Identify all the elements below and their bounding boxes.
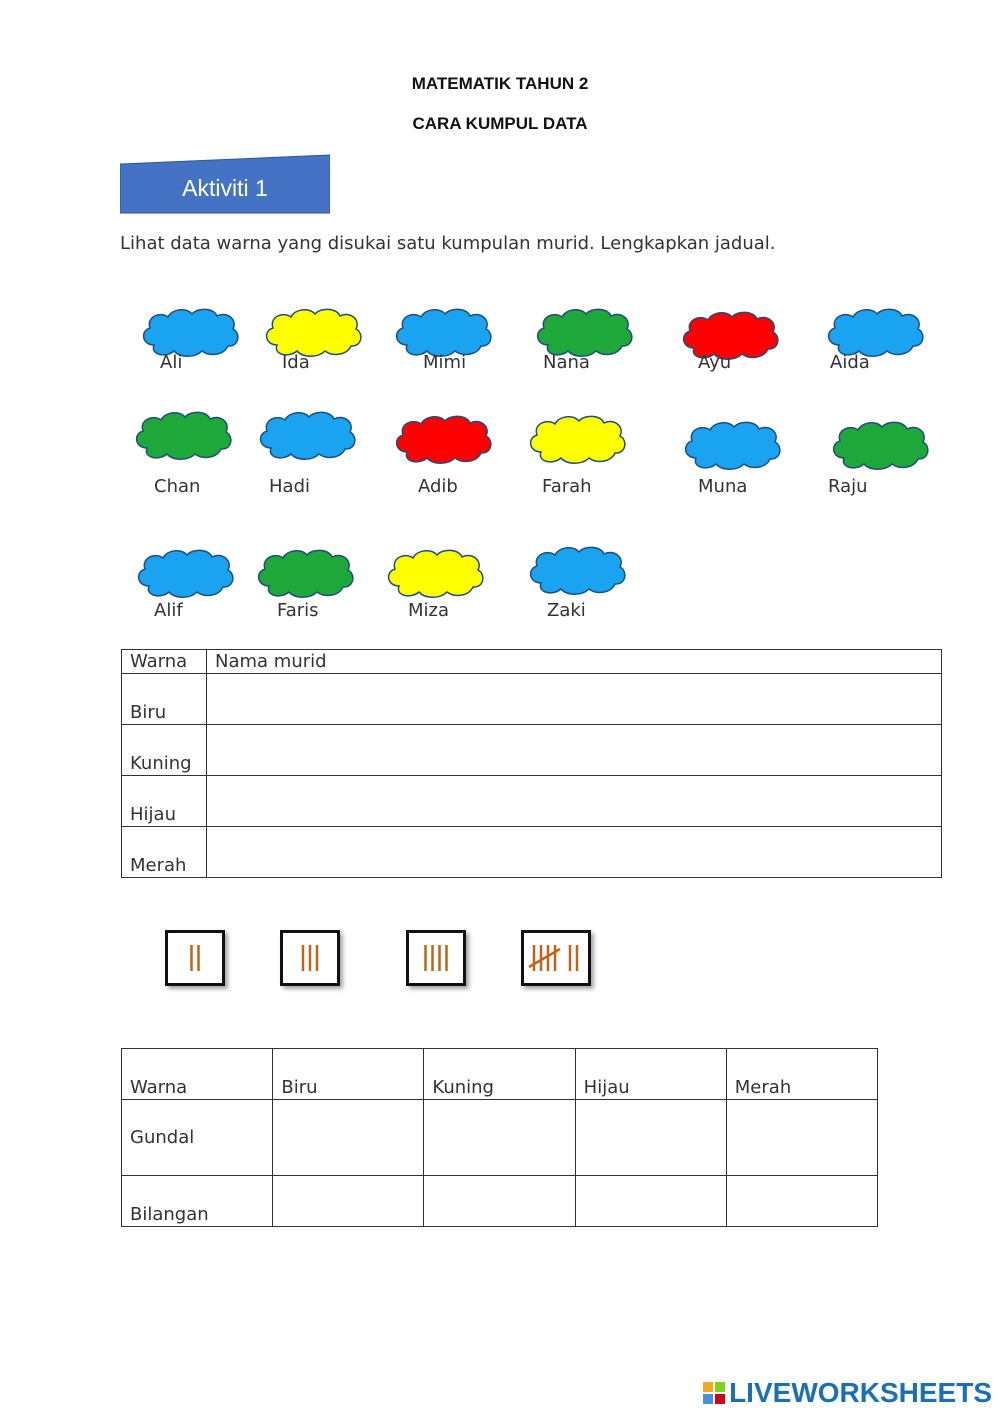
tally-drop-kuning[interactable] bbox=[424, 1100, 575, 1176]
blue-cloud-icon bbox=[140, 307, 240, 359]
tally-table bbox=[121, 1048, 878, 1227]
header-cell-biru: Biru bbox=[273, 1049, 424, 1100]
tally-option-2[interactable] bbox=[165, 930, 225, 986]
student-name: Ida bbox=[282, 352, 310, 373]
name-table-header bbox=[122, 650, 942, 674]
row-label-biru: Biru bbox=[122, 674, 207, 725]
answer-cell-kuning[interactable] bbox=[207, 725, 942, 776]
student-name: Faris bbox=[277, 600, 319, 621]
tally-marks-icon bbox=[168, 933, 222, 983]
header-cell-hijau: Hijau bbox=[575, 1049, 726, 1100]
green-cloud-icon bbox=[133, 410, 233, 462]
name-table bbox=[121, 649, 942, 878]
student-name: Mimi bbox=[423, 352, 467, 373]
student-name: Ali bbox=[160, 352, 183, 373]
header-cell-nama-murid: Nama murid bbox=[207, 650, 942, 674]
tally-drop-biru[interactable] bbox=[273, 1100, 424, 1176]
blue-cloud-icon bbox=[135, 548, 235, 600]
row-label-bilangan: Bilangan bbox=[122, 1176, 273, 1227]
header-cell-merah: Merah bbox=[726, 1049, 877, 1100]
student-name: Chan bbox=[154, 476, 201, 497]
student-name: Ayu bbox=[698, 352, 732, 373]
count-input-hijau[interactable] bbox=[575, 1176, 726, 1227]
table-row bbox=[122, 827, 942, 878]
table-row bbox=[122, 674, 942, 725]
activity-label: Aktiviti 1 bbox=[182, 175, 268, 201]
blue-cloud-icon bbox=[682, 420, 782, 472]
student-name: Miza bbox=[408, 600, 450, 621]
student-name: Aida bbox=[830, 352, 870, 373]
student-name: Raju bbox=[828, 476, 868, 497]
tally-table-header bbox=[122, 1049, 878, 1100]
answer-cell-hijau[interactable] bbox=[207, 776, 942, 827]
liveworksheets-mark-icon bbox=[703, 1382, 725, 1404]
student-name: Alif bbox=[154, 600, 183, 621]
student-name: Nana bbox=[543, 352, 590, 373]
table-row bbox=[122, 776, 942, 827]
yellow-cloud-icon bbox=[263, 307, 363, 359]
tally-marks-icon bbox=[283, 933, 337, 983]
yellow-cloud-icon bbox=[527, 414, 627, 466]
row-label-hijau: Hijau bbox=[122, 776, 207, 827]
red-cloud-icon bbox=[393, 414, 493, 466]
row-label-merah: Merah bbox=[122, 827, 207, 878]
tally-option-7[interactable] bbox=[521, 930, 591, 986]
answer-cell-biru[interactable] bbox=[207, 674, 942, 725]
table-row bbox=[122, 1100, 878, 1176]
blue-cloud-icon bbox=[527, 545, 627, 597]
tally-option-3[interactable] bbox=[280, 930, 340, 986]
count-input-merah[interactable] bbox=[726, 1176, 877, 1227]
tally-option-4[interactable] bbox=[406, 930, 466, 986]
instruction-text: Lihat data warna yang disukai satu kumpulan murid. Lengkapkan jadual. bbox=[120, 233, 776, 254]
liveworksheets-logo bbox=[703, 1377, 992, 1409]
row-label-gundal: Gundal bbox=[122, 1100, 273, 1176]
green-cloud-icon bbox=[255, 548, 355, 600]
worksheet-title: MATEMATIK TAHUN 2 bbox=[411, 74, 589, 93]
tally-marks-icon bbox=[409, 933, 463, 983]
yellow-cloud-icon bbox=[385, 548, 485, 600]
count-input-biru[interactable] bbox=[273, 1176, 424, 1227]
tally-drop-merah[interactable] bbox=[726, 1100, 877, 1176]
student-name: Muna bbox=[698, 476, 748, 497]
tally-marks-icon bbox=[524, 933, 588, 983]
student-name: Farah bbox=[542, 476, 592, 497]
worksheet-subtitle: CARA KUMPUL DATA bbox=[412, 114, 588, 133]
table-row bbox=[122, 725, 942, 776]
count-input-kuning[interactable] bbox=[424, 1176, 575, 1227]
answer-cell-merah[interactable] bbox=[207, 827, 942, 878]
liveworksheets-text: LIVEWORKSHEETS bbox=[729, 1377, 992, 1408]
green-cloud-icon bbox=[830, 420, 930, 472]
blue-cloud-icon bbox=[257, 410, 357, 462]
header-cell-warna: Warna bbox=[122, 1049, 273, 1100]
student-name: Adib bbox=[418, 476, 458, 497]
student-name: Zaki bbox=[547, 600, 586, 621]
student-name: Hadi bbox=[269, 476, 310, 497]
table-row bbox=[122, 1176, 878, 1227]
row-label-kuning: Kuning bbox=[122, 725, 207, 776]
header-cell-warna: Warna bbox=[122, 650, 207, 674]
tally-drop-hijau[interactable] bbox=[575, 1100, 726, 1176]
header-cell-kuning: Kuning bbox=[424, 1049, 575, 1100]
